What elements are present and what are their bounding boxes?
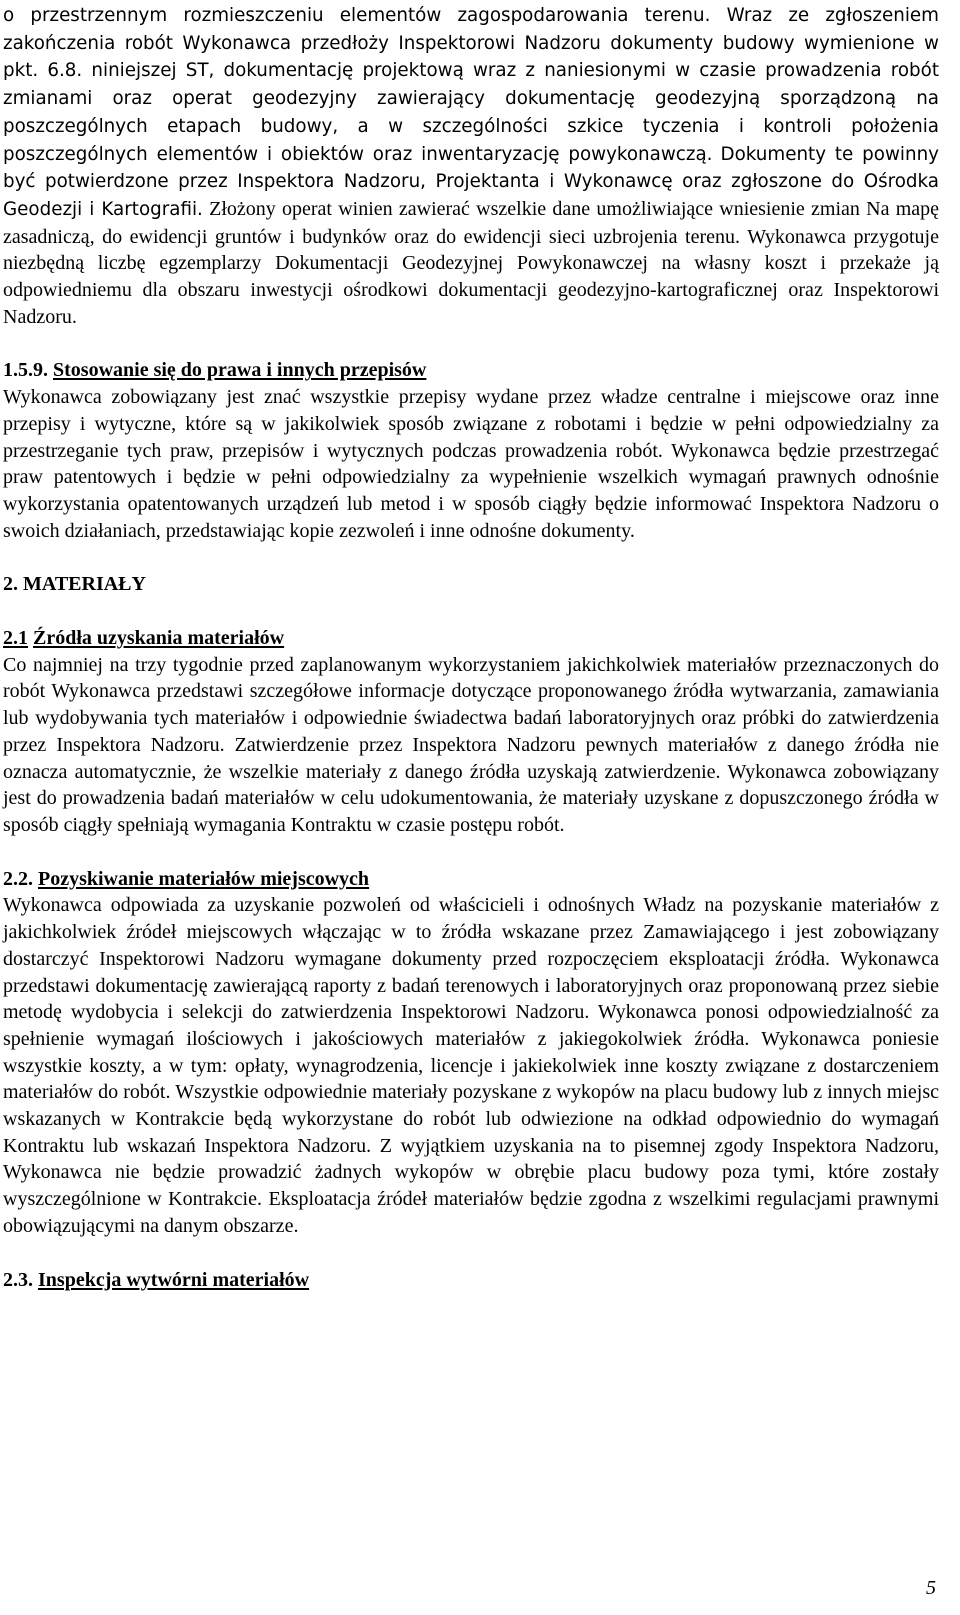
intro-text-part-3: Złożony operat winien zawierać wszelkie dane umożliwiające wniesienie zmian Na mapę zasadniczą, do ewidencji gruntów i budynków oraz do ewidencji sieci uzbrojenia terenu. [3, 197, 939, 248]
intro-text-part-1: o przestrzennym rozmieszczeniu elementów zagospodarowania terenu. Wraz ze zgłoszeniem zakończenia robót Wykonawca przedłoży Inspektorowi Nadzoru dokumenty budowy wymienione w pkt. 6.8. niniejszej ST, dokumentację projektową wraz z naniesionymi w czasie prowadzenia robót zmianami oraz operat geodezyjny zawierający dokumentację geodezyjną sporządzoną na poszczególnych etapach budowy, a w szczególności szkice tyczenia i kontroli położenia poszczególnych elementów i obiektów oraz inwentaryzację powykonawczą. [3, 5, 939, 165]
section-title: Inspekcja wytwórni materiałów [38, 1268, 310, 1291]
section-body-2-2: Wykonawca odpowiada za uzyskanie pozwoleń od właścicieli i odnośnych Władz na pozyskanie materiałów z jakichkolwiek źródeł miejscowych włączając w to źródła wskazane przez Zamawiającego i jest zobowiązany dostarczyć Inspektorowi Nadzoru wymagane dokumenty przed rozpoczęciem eksploatacji źródła. Wykonawca przedstawi dokumentację zawierającą raporty z badań terenowych i laboratoryjnych oraz proponowaną przez siebie metodę wydobycia i selekcji do zatwierdzenia Inspektorowi Nadzoru. Wykonawca ponosi odpowiedzialność za spełnienie wymagań ilościowych i jakościowych materiałów z jakiegokolwiek źródła. Wykonawca poniesie wszystkie koszty, a w tym: opłaty, wynagrodzenia, licencje i jakiekolwiek inne koszty związane z dostarczeniem materiałów do robót. Wszystkie odpowiednie materiały pozyskane z wykopów na placu budowy lub z innych miejsc wskazanych w Kontrakcie będą wykorzystane do robót lub odwiezione na odkład odpowiednio do wymagań Kontraktu lub wskazań Inspektora Nadzoru. Z wyjątkiem uzyskania na to pisemnej zgody Inspektora Nadzoru, Wykonawca nie będzie prowadzić żadnych wykopów w obrębie placu budowy poza tymi, które zostały wyszczególnione w Kontrakcie. Eksploatacja źródeł materiałów będzie zgodna z wszelkimi regulacjami prawnymi obowiązującymi na danym obszarze. [3, 894, 939, 1237]
intro-paragraph [3, 2, 939, 330]
section-number: 1.5.9. [3, 359, 48, 382]
intro-text-part-2: Dokumenty te powinny być potwierdzone przez Inspektora Nadzoru, Projektanta i Wykonawcę oraz zgłoszone do Ośrodka Geodezji i Kartografii. [3, 143, 939, 220]
spacer [3, 330, 939, 357]
spacer [3, 839, 939, 866]
section-title: Pozyskiwanie materiałów miejscowych [38, 867, 370, 890]
section-number: 2.3. [3, 1268, 33, 1291]
section-number: 2.1 [3, 627, 28, 650]
section-body-2-1: Co najmniej na trzy tygodnie przed zaplanowanym wykorzystaniem jakichkolwiek materiałów przeznaczonych do robót Wykonawca przedstawi szczegółowe informacje dotyczące proponowanego źródła wytwarzania, zamawiania lub wydobywania tych materiałów i odpowiednie świadectwa badań laboratoryjnych oraz próbki do zatwierdzenia przez Inspektora Nadzoru. Zatwierdzenie przez Inspektora Nadzoru pewnych materiałów z danego źródła nie oznacza automatycznie, że wszelkie materiały z danego źródła uzyskają zatwierdzenie. Wykonawca zobowiązany jest do prowadzenia badań materiałów w celu udokumentowania, że materiały uzyskane z dopuszczonego źródła w sposób ciągły spełniają wymagania Kontraktu w czasie postępu robót. [3, 653, 939, 836]
spacer [3, 598, 939, 625]
document-page [3, 2, 939, 1293]
spacer [3, 1240, 939, 1267]
intro-text-part-4: Wykonawca przygotuje niezbędną liczbę egzemplarzy Dokumentacji Geodezyjnej Powykonawczej na własny koszt i przekaże ją odpowiedniemu dla obszaru inwestycji ośrodkowi dokumentacji geodezyjno-kartograficznej oraz Inspektorowi Nadzoru. [3, 225, 939, 328]
section-title: Stosowanie się do prawa i innych przepisów [53, 359, 427, 382]
section-title: Źródła uzyskania materiałów [33, 627, 285, 650]
section-heading-1-5-9 [3, 357, 939, 384]
section-heading-2-1 [3, 625, 939, 652]
chapter-heading-materials: 2. MATERIAŁY [3, 573, 146, 596]
section-heading-2-2 [3, 866, 939, 893]
section-number: 2.2. [3, 867, 33, 890]
section-body-1-5-9: Wykonawca zobowiązany jest znać wszystkie przepisy wydane przez władze centralne i miejscowe oraz inne przepisy i wytyczne, które są w jakikolwiek sposób związane z robotami i będzie w pełni odpowiedzialny za przestrzeganie tych praw, przepisów i wytycznych podczas prowadzenia robót. Wykonawca będzie przestrzegać praw patentowych i będzie w pełni odpowiedzialny za wypełnienie wszelkich wymagań prawnych odnośnie wykorzystania opatentowanych urządzeń lub metod i w sposób ciągły będzie informować Inspektora Nadzoru o swoich działaniach, przedstawiając kopie zezwoleń i inne odnośne dokumenty. [3, 386, 939, 542]
section-heading-2-3 [3, 1267, 939, 1294]
spacer [3, 544, 939, 571]
page-number: 5 [926, 1577, 936, 1599]
